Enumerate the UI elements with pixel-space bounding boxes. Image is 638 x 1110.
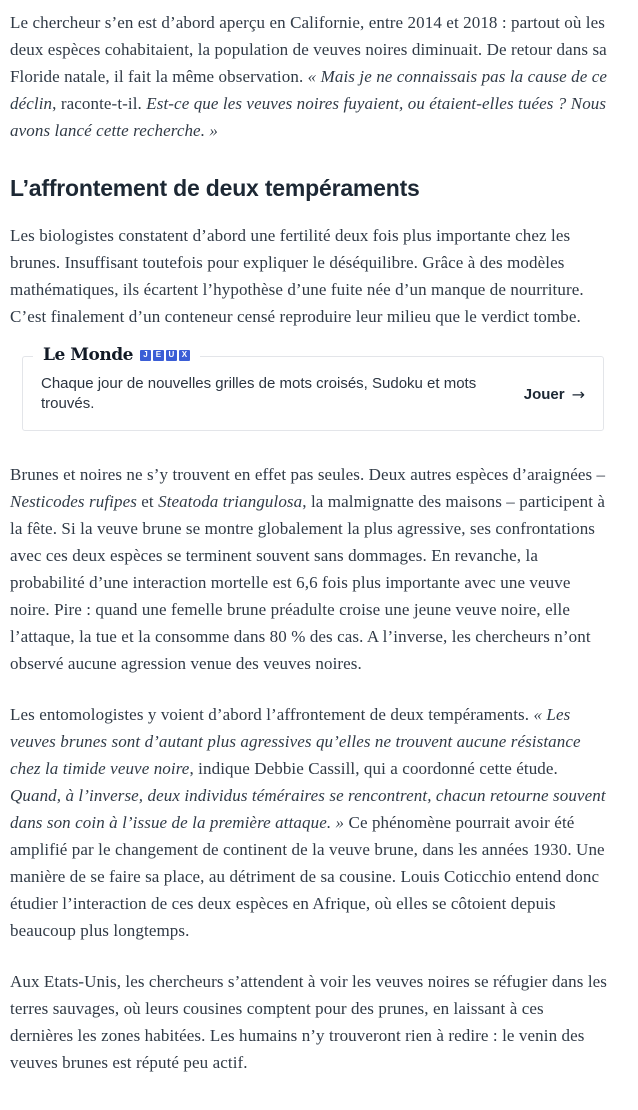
jeux-badge <box>140 350 190 361</box>
play-link-label: Jouer <box>523 385 565 403</box>
lemonde-logo: Le Monde <box>43 345 133 365</box>
games-promo-legend <box>33 344 200 366</box>
jeux-letter: X <box>179 350 190 361</box>
jeux-letter: E <box>153 350 164 361</box>
article-paragraph: Aux Etats-Unis, les chercheurs s’attendent à voir les veuves noires se réfugier dans les terres sauvages, où leurs cousines comptent pour des prunes, en laissant à ces dernières les zones habitées. Les humains n’y trouveront rien à redire : le venin des veuves brunes est réputé peu actif. <box>10 972 608 1072</box>
article-paragraph: Brunes et noires ne s’y trouvent en effet pas seules. Deux autres espèces d’araignées – Nesticodes rufipes et Steatoda triangulosa, la malmignatte des maisons – participent à la fête. Si la veuve brune se montre globalement la plus agressive, ses confrontations avec ces deux espèces se terminent souvent sans dommages. En revanche, la probabilité d’une interaction mortelle est 6,6 fois plus importante avec une veuve noire. Pire : quand une femelle brune préadulte croise une jeune veuve noire, elle l’attaque, la tue et la consomme dans 80 % des cas. A l’inverse, les chercheurs n’ont observé aucune agression venue des veuves noires. <box>10 465 606 673</box>
right-arrow-icon: → <box>571 384 585 404</box>
play-link[interactable] <box>524 385 585 404</box>
article-paragraph: Les biologistes constatent d’abord une fertilité deux fois plus importante chez les brunes. Insuffisant toutefois pour expliquer le déséquilibre. Grâce à des modèles mathématiques, ils écartent l’hypothèse d’une fuite née d’un manque de nourriture. C’est finalement d’un conteneur censé reproduire leur milieu que le verdict tombe. <box>10 226 584 326</box>
section-heading: L’affrontement de deux tempéraments <box>10 175 420 201</box>
games-promo-text: Chaque jour de nouvelles grilles de mots croisés, Sudoku et mots trouvés. <box>41 375 477 412</box>
jeux-letter: J <box>140 350 151 361</box>
jeux-letter: U <box>166 350 177 361</box>
article-paragraph: Le chercheur s’en est d’abord aperçu en Californie, entre 2014 et 2018 : partout où les deux espèces cohabitaient, la population de veuves noires diminuait. De retour dans sa Floride natale, il fait la même observation. « Mais je ne connaissais pas la cause de ce déclin, raconte-t-il. Est-ce que les veuves noires fuyaient, ou étaient-elles tuées ? Nous avons lancé cette recherche. » <box>10 13 608 140</box>
games-promo-card <box>22 345 604 431</box>
article-paragraph: Les entomologistes y voient d’abord l’affrontement de deux tempéraments. « Les veuves brunes sont d’autant plus agressives qu’elles ne trouvent aucune résistance chez la timide veuve noire, indique Debbie Cassill, qui a coordonné cette étude. Quand, à l’inverse, deux individus téméraires se rencontrent, chacun retourne souvent dans son coin à l’issue de la première attaque. » Ce phénomène pourrait avoir été amplifié par le changement de continent de la veuve brune, dans les années 1930. Une manière de se faire sa place, au détriment de sa cousine. Louis Coticchio entend donc étudier l’interaction de ces deux espèces en Afrique, où elles se côtoient depuis beaucoup plus longtemps. <box>10 705 606 940</box>
